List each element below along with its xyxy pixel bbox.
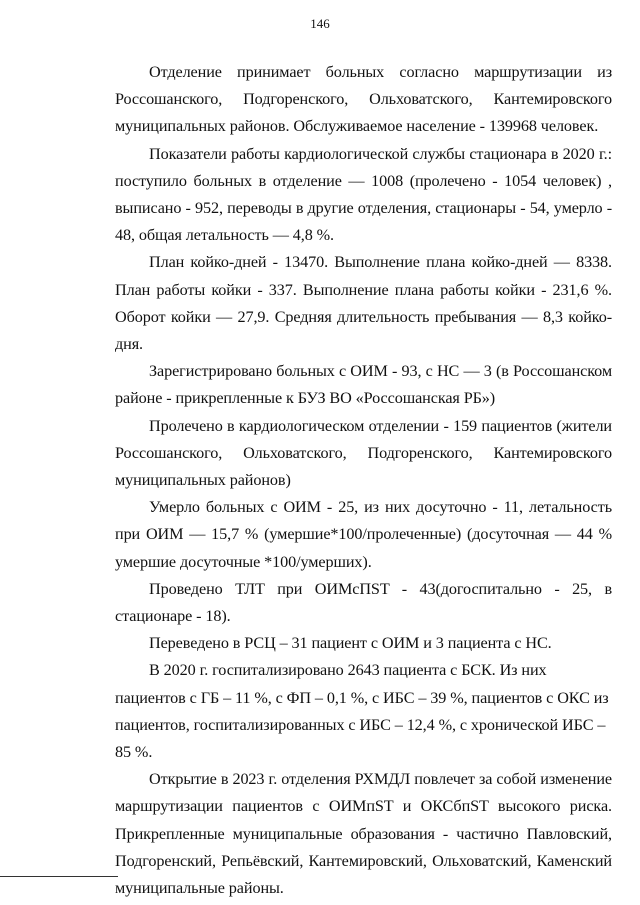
footnote-separator <box>0 876 118 877</box>
paragraph-thrombolysis: Проведено ТЛТ при ОИМсПST - 43(догоспитально - 25, в стационаре - 18). <box>115 579 612 626</box>
page-number: 146 <box>310 16 330 31</box>
document-body <box>115 59 612 902</box>
paragraph-mortality: Умерло больных с ОИМ - 25, из них досуточно - 11, летальность при ОИМ — 15,7 % (умершие*100/пролеченные) (досуточная — 44 % умершие досуточные *100/умерших). <box>115 498 612 571</box>
paragraph-transfers: Переведено в РСЦ – 31 пациент с ОИМ и 3 пациента с НС. <box>149 634 552 653</box>
paragraph-treated-patients: Пролечено в кардиологическом отделении - 159 пациентов (жители Россошанского, Ольховатского, Подгоренского, Кантемировского муниципальных районов) <box>115 416 612 490</box>
paragraph-hospitalized-bsk: В 2020 г. госпитализировано 2643 пациента с БСК. Из них пациентов с ГБ – 11 %, с ФП – 0,1 %, с ИБС – 39 %, пациентов с ОКС из пациентов, госпитализированных с ИБС – 12,4 %, с хронической ИБС – 85 %. <box>115 661 609 762</box>
paragraph-bed-days-plan: План койко-дней - 13470. Выполнение плана койко-дней — 8338. План работы койки - 337. Выполнение плана работы койки - 231,6 %. Оборот койки — 27,9. Средняя длительность пребывания — 8,3 койко-дня. <box>115 253 612 354</box>
paragraph-registered-patients: Зарегистрировано больных с ОИМ - 93, с НС — 3 (в Россошанском районе - прикрепленные к БУЗ ВО «Россошанская РБ») <box>115 362 612 408</box>
paragraph-rhmdl-opening: Открытие в 2023 г. отделения РХМДЛ повлечет за собой изменение маршрутизации пациентов с ОИМпST и ОКСбпST высокого риска. Прикрепленные муниципальные образования - частично Павловский, Подгоренский, Репьёвский, Кантемировский, Ольховатский, Каменский муниципальные районы. <box>115 770 612 898</box>
paragraph-cardiology-indicators: Показатели работы кардиологической службы стационара в 2020 г.: поступило больных в отделение — 1008 (пролечено - 1054 человек) , выписано - 952, переводы в другие отделения, стационары - 54, умерло - 48, общая летальность — 4,8 %. <box>115 144 612 245</box>
paragraph-department-routing: Отделение принимает больных согласно маршрутизации из Россошанского, Подгоренского, Ольховатского, Кантемировского муниципальных районов. Обслуживаемое население - 139968 человек. <box>115 63 612 136</box>
